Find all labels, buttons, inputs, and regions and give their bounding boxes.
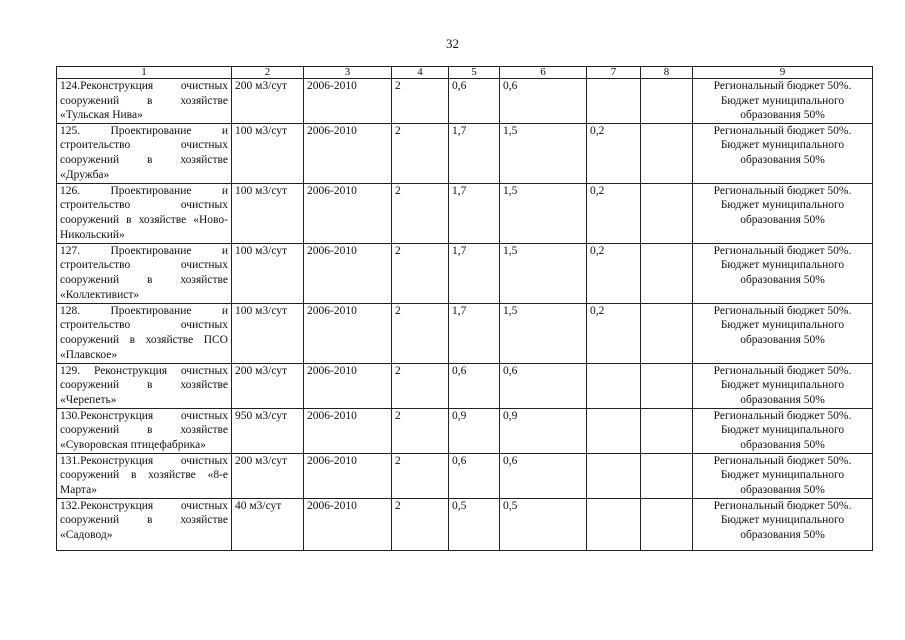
column-5-cell: 0,5 bbox=[449, 498, 500, 550]
column-4-cell: 2 bbox=[392, 453, 449, 498]
column-8-cell bbox=[641, 123, 693, 183]
capacity-cell: 40 м3/сут bbox=[232, 498, 304, 550]
project-name-cell: 124.Реконструкция очистных сооружений в хозяйстве «Тульская Нива» bbox=[57, 79, 232, 124]
capacity-cell: 100 м3/сут bbox=[232, 183, 304, 243]
funding-source-cell: Региональный бюджет 50%. Бюджет муниципального образования 50% bbox=[693, 79, 873, 124]
period-cell: 2006-2010 bbox=[304, 363, 392, 408]
column-8-cell bbox=[641, 303, 693, 363]
column-4-cell: 2 bbox=[392, 123, 449, 183]
project-name-cell: 127. Проектирование и строительство очистных сооружений в хозяйстве «Коллективист» bbox=[57, 243, 232, 303]
capacity-cell: 200 м3/сут bbox=[232, 79, 304, 124]
column-7-cell bbox=[587, 363, 641, 408]
column-6-cell: 0,6 bbox=[500, 79, 587, 124]
project-name-cell: 128. Проектирование и строительство очистных сооружений в хозяйстве ПСО «Плавское» bbox=[57, 303, 232, 363]
column-6-cell: 0,6 bbox=[500, 363, 587, 408]
capacity-cell: 100 м3/сут bbox=[232, 123, 304, 183]
column-6-cell: 0,9 bbox=[500, 408, 587, 453]
column-5-cell: 0,6 bbox=[449, 79, 500, 124]
project-name-cell: 126. Проектирование и строительство очистных сооружений в хозяйстве «Ново-Никольский» bbox=[57, 183, 232, 243]
column-4-cell: 2 bbox=[392, 363, 449, 408]
funding-source-cell: Региональный бюджет 50%. Бюджет муниципального образования 50% bbox=[693, 498, 873, 550]
column-6-cell: 1,5 bbox=[500, 183, 587, 243]
header-cell: 3 bbox=[304, 67, 392, 79]
capacity-cell: 100 м3/сут bbox=[232, 303, 304, 363]
table-row bbox=[57, 123, 873, 183]
period-cell: 2006-2010 bbox=[304, 498, 392, 550]
project-name-cell: 130.Реконструкция очистных сооружений в хозяйстве «Суворовская птицефабрика» bbox=[57, 408, 232, 453]
table-row bbox=[57, 243, 873, 303]
table-header-row bbox=[57, 67, 873, 79]
period-cell: 2006-2010 bbox=[304, 303, 392, 363]
header-cell: 6 bbox=[500, 67, 587, 79]
column-7-cell: 0,2 bbox=[587, 123, 641, 183]
column-5-cell: 0,6 bbox=[449, 453, 500, 498]
period-cell: 2006-2010 bbox=[304, 79, 392, 124]
column-6-cell: 1,5 bbox=[500, 303, 587, 363]
period-cell: 2006-2010 bbox=[304, 408, 392, 453]
column-6-cell: 1,5 bbox=[500, 243, 587, 303]
header-cell: 7 bbox=[587, 67, 641, 79]
capacity-cell: 950 м3/сут bbox=[232, 408, 304, 453]
funding-source-cell: Региональный бюджет 50%. Бюджет муниципального образования 50% bbox=[693, 408, 873, 453]
header-cell: 4 bbox=[392, 67, 449, 79]
table-row bbox=[57, 303, 873, 363]
project-name-cell: 132.Реконструкция очистных сооружений в хозяйстве «Садовод» bbox=[57, 498, 232, 550]
column-6-cell: 1,5 bbox=[500, 123, 587, 183]
funding-source-cell: Региональный бюджет 50%. Бюджет муниципального образования 50% bbox=[693, 303, 873, 363]
column-7-cell bbox=[587, 453, 641, 498]
funding-source-cell: Региональный бюджет 50%. Бюджет муниципального образования 50% bbox=[693, 363, 873, 408]
program-table bbox=[56, 66, 873, 551]
table-row bbox=[57, 453, 873, 498]
column-6-cell: 0,5 bbox=[500, 498, 587, 550]
column-5-cell: 1,7 bbox=[449, 303, 500, 363]
column-8-cell bbox=[641, 79, 693, 124]
column-7-cell: 0,2 bbox=[587, 183, 641, 243]
column-8-cell bbox=[641, 453, 693, 498]
column-4-cell: 2 bbox=[392, 498, 449, 550]
header-cell: 1 bbox=[57, 67, 232, 79]
column-7-cell bbox=[587, 498, 641, 550]
period-cell: 2006-2010 bbox=[304, 123, 392, 183]
column-8-cell bbox=[641, 183, 693, 243]
column-7-cell bbox=[587, 79, 641, 124]
header-cell: 8 bbox=[641, 67, 693, 79]
table-row bbox=[57, 79, 873, 124]
page-number: 32 bbox=[446, 36, 459, 51]
project-name-cell: 125. Проектирование и строительство очистных сооружений в хозяйстве «Дружба» bbox=[57, 123, 232, 183]
project-name-cell: 131.Реконструкция очистных сооружений в хозяйстве «8-е Марта» bbox=[57, 453, 232, 498]
table-body bbox=[57, 79, 873, 551]
column-6-cell: 0,6 bbox=[500, 453, 587, 498]
column-8-cell bbox=[641, 243, 693, 303]
column-7-cell: 0,2 bbox=[587, 303, 641, 363]
column-7-cell bbox=[587, 408, 641, 453]
column-5-cell: 0,6 bbox=[449, 363, 500, 408]
column-4-cell: 2 bbox=[392, 408, 449, 453]
column-8-cell bbox=[641, 363, 693, 408]
table-row bbox=[57, 183, 873, 243]
column-7-cell: 0,2 bbox=[587, 243, 641, 303]
capacity-cell: 100 м3/сут bbox=[232, 243, 304, 303]
funding-source-cell: Региональный бюджет 50%. Бюджет муниципального образования 50% bbox=[693, 453, 873, 498]
funding-source-cell: Региональный бюджет 50%. Бюджет муниципального образования 50% bbox=[693, 183, 873, 243]
column-4-cell: 2 bbox=[392, 303, 449, 363]
column-5-cell: 1,7 bbox=[449, 243, 500, 303]
table-row bbox=[57, 363, 873, 408]
header-cell: 2 bbox=[232, 67, 304, 79]
funding-source-cell: Региональный бюджет 50%. Бюджет муниципального образования 50% bbox=[693, 123, 873, 183]
table-row bbox=[57, 408, 873, 453]
period-cell: 2006-2010 bbox=[304, 183, 392, 243]
column-5-cell: 1,7 bbox=[449, 123, 500, 183]
column-4-cell: 2 bbox=[392, 79, 449, 124]
column-8-cell bbox=[641, 498, 693, 550]
header-cell: 5 bbox=[449, 67, 500, 79]
capacity-cell: 200 м3/сут bbox=[232, 453, 304, 498]
table-row bbox=[57, 498, 873, 550]
period-cell: 2006-2010 bbox=[304, 453, 392, 498]
column-5-cell: 0,9 bbox=[449, 408, 500, 453]
funding-source-cell: Региональный бюджет 50%. Бюджет муниципального образования 50% bbox=[693, 243, 873, 303]
column-8-cell bbox=[641, 408, 693, 453]
project-name-cell: 129. Реконструкция очистных сооружений в хозяйстве «Черепеть» bbox=[57, 363, 232, 408]
header-cell: 9 bbox=[693, 67, 873, 79]
capacity-cell: 200 м3/сут bbox=[232, 363, 304, 408]
column-5-cell: 1,7 bbox=[449, 183, 500, 243]
column-4-cell: 2 bbox=[392, 243, 449, 303]
period-cell: 2006-2010 bbox=[304, 243, 392, 303]
column-4-cell: 2 bbox=[392, 183, 449, 243]
